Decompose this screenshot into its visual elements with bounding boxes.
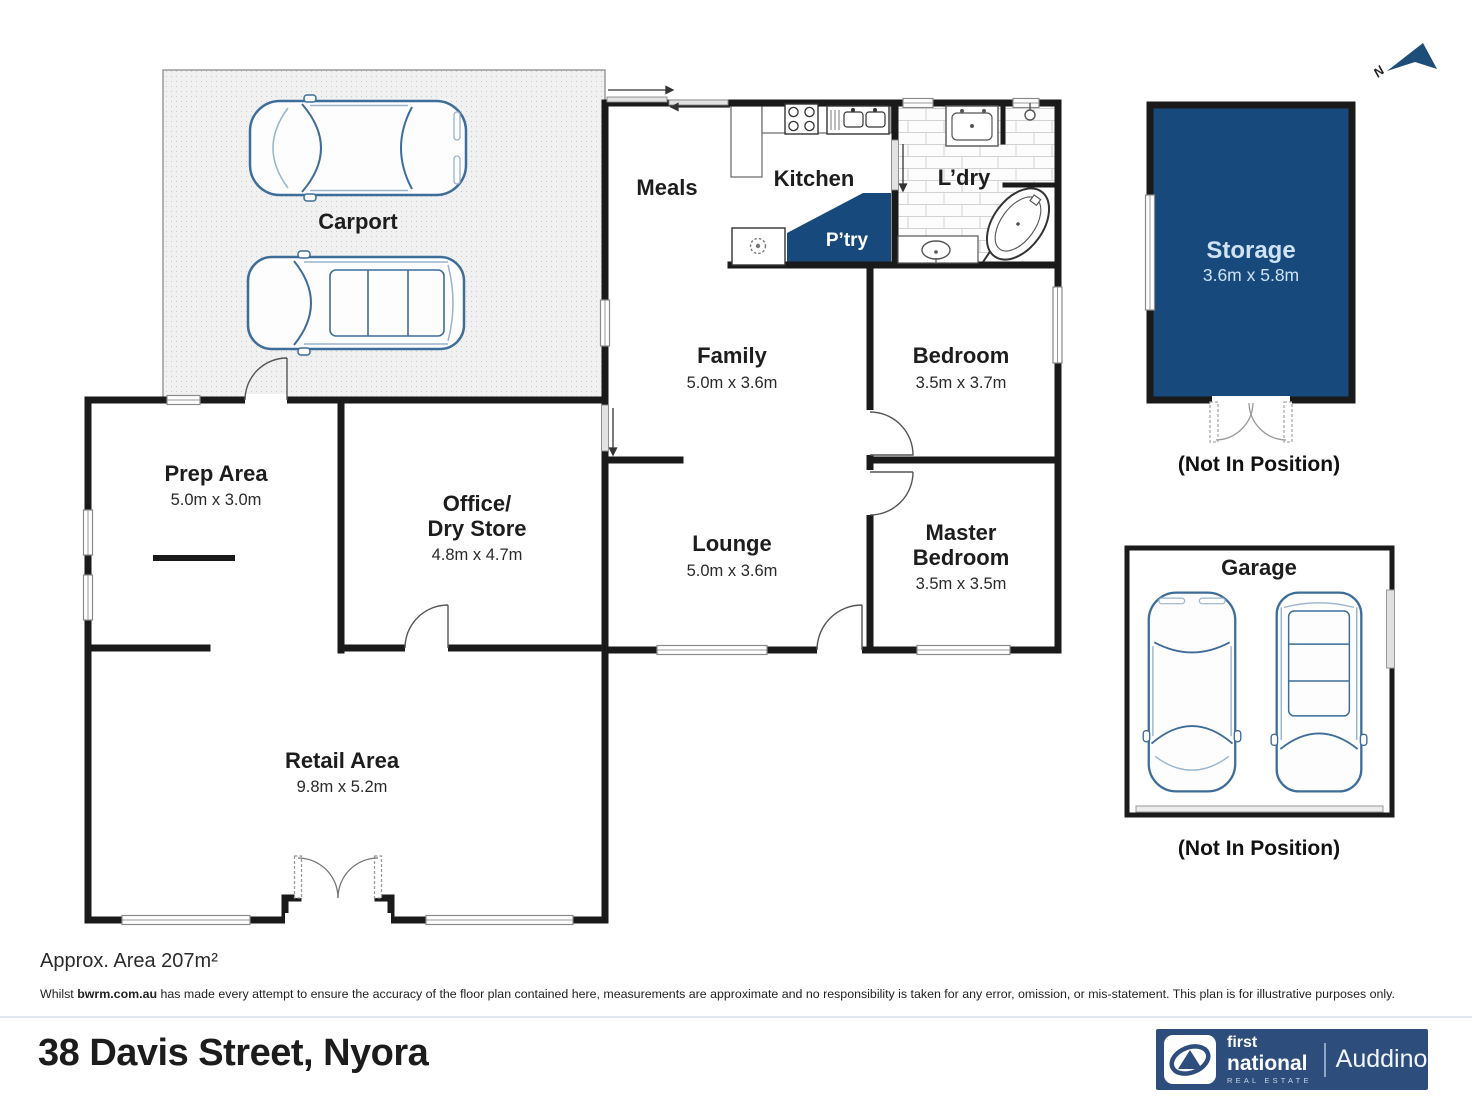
garage-note: (Not In Position) xyxy=(1177,837,1341,860)
logo-text-block xyxy=(1227,1035,1312,1085)
retail-entry-doors xyxy=(295,856,382,898)
room-label-lounge: Lounge xyxy=(692,531,772,556)
disclaimer-text xyxy=(40,987,1395,1001)
first-national-icon xyxy=(1164,1035,1216,1084)
fridge-icon xyxy=(732,228,785,265)
room-label-bedroom: Bedroom xyxy=(912,343,1010,368)
carport-area xyxy=(163,70,605,400)
room-label-garage: Garage xyxy=(1221,555,1297,580)
prep-counter xyxy=(153,555,235,561)
pantry-fill xyxy=(787,193,891,265)
laundry-sink-icon xyxy=(946,106,998,146)
room-label-office-1: Office/ xyxy=(442,491,512,516)
north-arrow-icon xyxy=(1370,43,1437,80)
room-label-prep: Prep Area xyxy=(164,461,268,486)
room-label-ptry: P’try xyxy=(825,230,869,251)
room-dims-storage: 3.6m x 5.8m xyxy=(1202,265,1300,285)
room-dims-retail: 9.8m x 5.2m xyxy=(296,778,388,796)
footer-divider xyxy=(0,1016,1472,1018)
stove-icon xyxy=(785,104,818,134)
disclaimer-prefix: Whilst xyxy=(40,987,78,1001)
logo-line-national: national xyxy=(1227,1051,1308,1075)
room-label-meals: Meals xyxy=(636,175,698,200)
logo-separator xyxy=(1324,1043,1326,1077)
room-label-kitchen: Kitchen xyxy=(773,166,855,191)
room-label-storage: Storage xyxy=(1206,237,1296,264)
logo-line-realestate: REAL ESTATE xyxy=(1227,1075,1312,1085)
room-label-master-2: Bedroom xyxy=(912,545,1010,570)
room-dims-prep: 5.0m x 3.0m xyxy=(170,491,262,509)
storage-note: (Not In Position) xyxy=(1177,453,1341,476)
room-label-retail: Retail Area xyxy=(284,748,400,773)
room-dims-lounge: 5.0m x 3.6m xyxy=(686,562,778,580)
room-label-family: Family xyxy=(697,343,767,368)
garage-building xyxy=(1127,548,1395,815)
agency-logo xyxy=(1156,1029,1428,1090)
room-dims-office: 4.8m x 4.7m xyxy=(431,546,523,564)
disclaimer-site: bwrm.com.au xyxy=(77,987,158,1001)
approx-area-label: Approx. Area 207m² xyxy=(40,950,218,972)
room-dims-family: 5.0m x 3.6m xyxy=(686,374,778,392)
room-dims-bedroom: 3.5m x 3.7m xyxy=(915,374,1007,392)
kitchen-sink-icon xyxy=(827,106,889,134)
logo-office-name: Auddino xyxy=(1335,1045,1428,1073)
room-label-ldry: L’dry xyxy=(937,165,991,190)
room-label-office-2: Dry Store xyxy=(427,516,527,541)
storage-doors xyxy=(1210,402,1292,442)
room-label-carport: Carport xyxy=(318,209,398,234)
disclaimer-rest: has made every attempt to ensure the accuracy of the floor plan contained here, measurements are approximate and no responsibility is taken for any error, omission, or mis-statement. This plan is for illustrative purposes only. xyxy=(157,987,1395,1001)
north-label: N xyxy=(1370,62,1388,81)
logo-line-first: first xyxy=(1227,1033,1258,1051)
property-address: 38 Davis Street, Nyora xyxy=(38,1032,429,1074)
room-dims-master: 3.5m x 3.5m xyxy=(915,575,1007,593)
room-label-master-1: Master xyxy=(925,520,997,545)
